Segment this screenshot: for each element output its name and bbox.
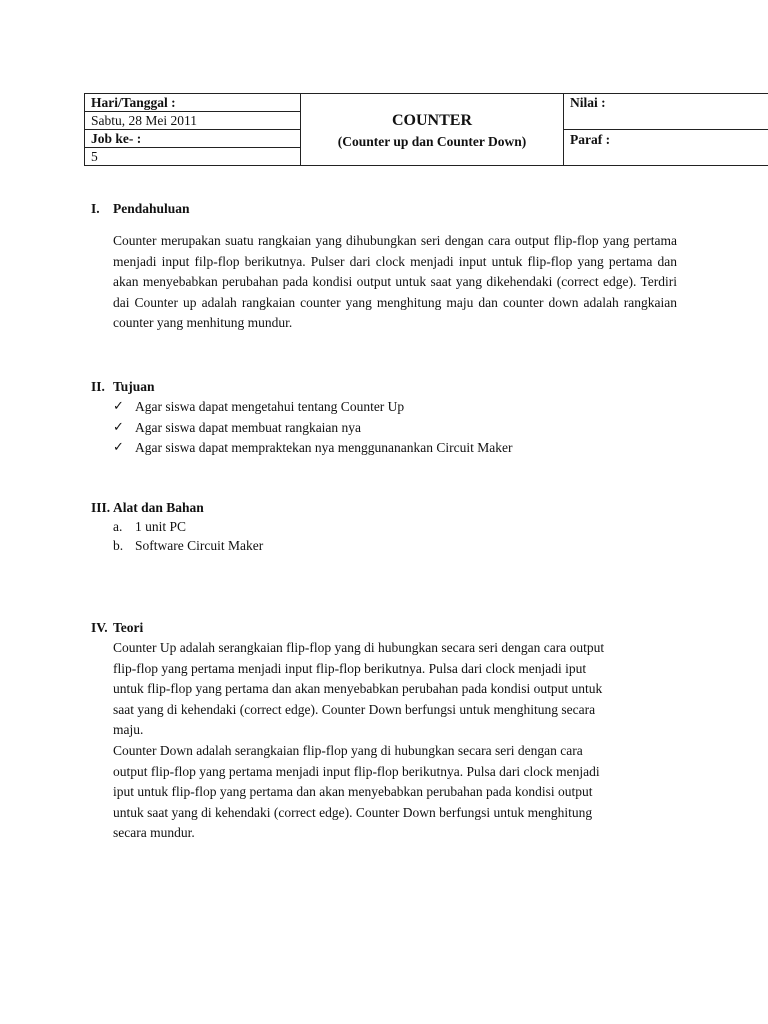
teori-line: secara mundur.: [113, 825, 195, 841]
checkmark-icon: ✓: [113, 399, 124, 414]
date-value: Sabtu, 28 Mei 2011: [85, 112, 300, 130]
list-item: [113, 418, 513, 439]
tujuan-list: [113, 397, 513, 459]
pendahuluan-paragraph: Counter merupakan suatu rangkaian yang dihubungkan seri dengan cara output flip-flop yang pertama menjadi input filp-flop berikutnya. Pulser dari clock menjadi input untuk flip-flop yang pertama dan akan menyebabkan perubahan pada kondisi output untuk saat yang dikehendaki (correct edge). Terdiri dai Counter up adalah rangkaian counter yang menghitung maju dan counter down adalah rangkaian counter yang menhitung mundur.: [113, 233, 677, 331]
section-number: IV.: [91, 620, 108, 635]
section-title: Pendahuluan: [113, 201, 190, 216]
section-title: Teori: [113, 620, 144, 635]
alat-list: [113, 518, 263, 555]
teori-line: iput untuk flip-flop yang pertama dan akan menyebabkan perubahan pada kondisi output: [113, 784, 593, 800]
teori-line: Counter Up adalah serangkaian flip-flop yang di hubungkan secara seri dengan cara output: [113, 640, 605, 655]
header-left-column: [85, 94, 301, 165]
list-item: [113, 518, 263, 537]
date-label: Hari/Tanggal :: [85, 94, 300, 112]
teori-line: maju.: [113, 722, 144, 738]
list-item-text: Software Circuit Maker: [135, 537, 264, 553]
teori-line: untuk flip-flop yang pertama dan akan menyebabkan perubahan pada kondisi output untuk: [113, 681, 603, 697]
list-item: [113, 397, 513, 418]
list-item-text: Agar siswa dapat membuat rangkaian nya: [135, 419, 362, 435]
list-item-text: 1 unit PC: [135, 519, 187, 534]
document-title: COUNTER: [391, 112, 472, 129]
teori-line: saat yang di kehendaki (correct edge). Counter Down berfungsi untuk menghitung secara: [113, 701, 596, 717]
section-number: II.: [91, 379, 105, 394]
job-label: Job ke- :: [85, 130, 300, 148]
section-heading-tujuan: [91, 379, 155, 395]
section-heading-teori: [91, 620, 143, 636]
section-heading-pendahuluan: [91, 201, 190, 217]
nilai-label: Nilai :: [564, 94, 768, 130]
teori-line: untuk saat yang di kehendaki (correct edge). Counter Down berfungsi untuk menghitung: [113, 804, 593, 820]
header-table: [84, 93, 768, 166]
list-marker: b.: [113, 537, 124, 553]
section-title: Tujuan: [113, 379, 155, 394]
header-title-cell: [301, 94, 564, 165]
list-item-text: Agar siswa dapat mempraktekan nya menggunanankan Circuit Maker: [135, 440, 513, 455]
checkmark-icon: ✓: [113, 419, 124, 435]
teori-line: Counter Down adalah serangkaian flip-flop yang di hubungkan secara seri dengan cara: [113, 742, 583, 758]
section-number: I.: [91, 201, 100, 216]
document-subtitle: (Counter up dan Counter Down): [337, 134, 527, 149]
teori-line: output flip-flop yang pertama menjadi input flip-flop berikutnya. Pulsa dari clock menjadi: [113, 763, 600, 779]
checkmark-icon: ✓: [113, 440, 124, 455]
section-title: Alat dan Bahan: [113, 500, 204, 515]
list-item: [113, 438, 513, 459]
list-marker: a.: [113, 519, 123, 534]
list-item-text: Agar siswa dapat mengetahui tentang Counter Up: [135, 399, 405, 414]
teori-line: flip-flop yang pertama menjadi input flip-flop berikutnya. Pulsa dari clock menjadi iput: [113, 660, 587, 676]
teori-paragraph: [113, 638, 673, 844]
paraf-label: Paraf :: [570, 132, 611, 147]
section-number: III.: [91, 500, 111, 515]
list-item: [113, 537, 263, 556]
section-heading-alat: [91, 500, 204, 516]
header-right-column: [564, 94, 768, 165]
job-value: 5: [91, 149, 98, 164]
